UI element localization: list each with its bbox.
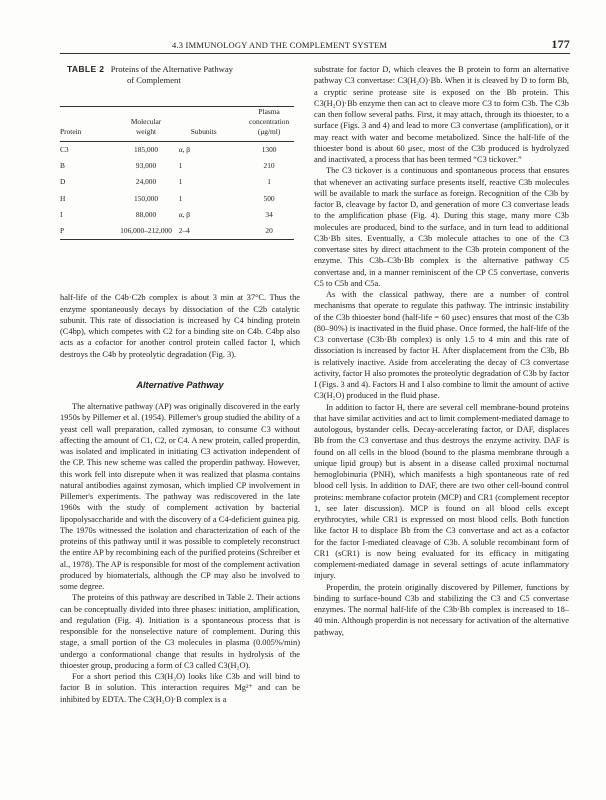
page-number: 177 — [551, 37, 570, 51]
table-row: B 93,000 1 210 — [60, 161, 275, 171]
table-row: H 150,000 1 500 — [60, 193, 275, 203]
col-header-protein: Protein — [60, 127, 82, 136]
paragraph: For a short period this C3(H₂O) looks like C3b and will bind to factor B in solution. This interaction requires Mg²⁺ and can be inhibited by EDTA. The C3(H₂O)·B complex is a — [60, 672, 300, 704]
header-rule — [60, 53, 570, 54]
section-heading: Alternative Pathway — [136, 379, 224, 390]
table-row: P 106,000–212,000 2–4 20 — [60, 226, 273, 236]
running-header — [60, 38, 570, 52]
table-row: C3 185,000 α, β 1300 — [60, 145, 277, 155]
table-row: I 88,000 α, β 34 — [60, 209, 273, 219]
paragraph: substrate for factor D, which cleaves the B protein to form an alternative pathway C3 convertase: C3(H₂O)·Bb. When it is cleaved by D to form Bb, a cryptic serine protease site is exposed on the Bb protein. This C3(H₂O)·Bb enzyme then can act to cleave more C3 to form C3b. The C3b can then follow several paths. First, it may attach, through its thioester, to a surface (Figs. 3 and 4) and lead to more C3 convertase (amplification), or it may react with water and become metabolized. Since the half-life of the thioester bond is about 60 μsec, most of the C3b produced is hydrolyzed and inactivated, a process that has been termed “C3 tickover.” — [314, 65, 569, 164]
col-header-weight: Molecular weight — [130, 117, 162, 136]
paragraph: As with the classical pathway, there are a number of control mechanisms that operate to regulate this pathway. The intrinsic instability of the C3b thioester bond (half-life = 60 μsec) ensures that most of the C3b (80–90%) is inactivated in the fluid phase. Once formed, the half-life of the C3 convertase (C3b·Bb complex) is only 1.5 to 4 min and this rate of dissociation is increased by factor H. After displacement from the C3b, Bb is relatively inactive. Aside from accelerating the decay of C3 convertase activity, factor H also promotes the proteolytic degradation of C3b by factor I (Figs. 3 and 4). Factors H and I also combine to limit the amount of active C3(H₂O) produced in the fluid phase. — [314, 290, 569, 401]
paragraph-intro: half-life of the C4b·C2b complex is about 3 min at 37°C. Thus the enzyme spontaneously decays by dissociation of the C2b catalytic subunit. This rate of dissociation is increased by C4 binding protein (C4bp), which competes with C2 for a binding site on C4b. C4bp also acts as a cofactor for another control protein called factor I, which destroys the C4b by proteolytic degradation (Fig. 3). — [60, 293, 300, 359]
col-header-concentration: Plasma concentration (μg/ml) — [248, 107, 290, 136]
paragraph: Properdin, the protein originally discovered by Pillemer, functions by binding to surface-bound C3b and stabilizing the C3 and C5 convertase enzymes. The normal half-life of the C3b·Bb complex is increased to 18–40 min. Although properdin is not necessary for activation of the alternative pathway, — [314, 582, 569, 637]
left-column — [60, 64, 300, 705]
col-header-subunits: Subunits — [190, 127, 217, 136]
table-caption-line2: of Complement — [127, 75, 181, 85]
paragraph: In addition to factor H, there are several cell membrane-bound proteins that have similar activities and act to limit complement-mediated damage to autologous, bystander cells. Decay-accelerating factor, or DAF, displaces Bb from the C3 convertase and thus destroys the enzyme activity. DAF is found on all cells in the blood (bound to the plasma membrane through a unique lipid group) but is absent in a disease called proximal nocturnal hemoglobinuria (PNH), which manifests a high spontaneous rate of red blood cell lysis. In addition to DAF, there are two other cell-bound control proteins: membrane cofactor protein (MCP) and CR1 (complement receptor 1, see later discussion). MCP is found on all blood cells except erythrocytes, while CR1 is expressed on most blood cells. Both function like factor H to displace Bb from the C3 convertase and act as a cofactor for the factor I-mediated cleavage of C3b. A soluble recombinant form of CR1 (sCR1) is now being evaluated for its efficacy in mitigating complement-mediated damage in several settings of acute inflammatory injury. — [314, 402, 569, 581]
table-caption-line1: Proteins of the Alternative Pathway — [110, 64, 233, 74]
table-row: D 24,000 1 1 — [60, 177, 271, 187]
table-caption — [67, 64, 300, 86]
paragraph: The proteins of this pathway are described in Table 2. Their actions can be conceptually divided into three phases: initiation, amplification, and regulation (Fig. 4). Initiation is a spontaneous process that is responsible for the nonselective nature of complement. During this stage, a small portion of the C3 molecules in plasma (0.005%/min) undergo a conformational change that results in hydrolysis of the thioester group, producing a form of C3 called C3(H₂O). — [60, 593, 300, 670]
running-title: 4.3 IMMUNOLOGY AND THE COMPLEMENT SYSTEM — [172, 40, 388, 50]
table-label: TABLE 2 — [67, 64, 105, 74]
proteins-table — [60, 106, 294, 246]
paragraph: The C3 tickover is a continuous and spontaneous process that ensures that whenever an activating surface presents itself, reactive C3b molecules will be available to mark the surface as foreign. Recognition of the C3b by factor B, cleavage by factor D, and generation of more C3 convertase leads to the amplification phase (Fig. 4). During this stage, many more C3b molecules are produced, bind to the surface, and in turn lead to additional C3b·Bb sites. Eventually, a C3b molecule attaches to one of the C3 convertase sites by direct attachment to the C3b protein component of the enzyme. This C3b–C3b·Bb complex is the alternative pathway C5 convertase and, in a manner reminiscent of the CP C5 convertase, converts C5 to C5b and C5a. — [314, 166, 569, 288]
paragraph: The alternative pathway (AP) was originally discovered in the early 1950s by Pillemer et al. (1954). Pillemer's group studied the ability of a yeast cell wall preparation, called zymosan, to consume C3 without affecting the amount of C1, C2, or C4. A new protein, called properdin, was isolated and implicated in initiating C3 activation independent of the CP. This new scheme was called the properdin pathway. However, this work fell into disrepute when it was realized that plasma contains natural antibodies against zymosan, which implied CP involvement in Pillemer's experiments. The pathway was rediscovered in the late 1960s with the study of complement activation by bacterial lipopolysaccharide and with the discovery of a C4-deficient guinea pig. The 1970s witnessed the isolation and characterization of each of the proteins of this pathway until it was possible to completely reconstruct the entire AP by recombining each of the purified proteins (Schreiber et al., 1978). The AP is responsible for most of the complement activation produced by biomaterials, although the CP may also be involved to some degree. — [60, 402, 300, 592]
right-column — [314, 64, 569, 638]
